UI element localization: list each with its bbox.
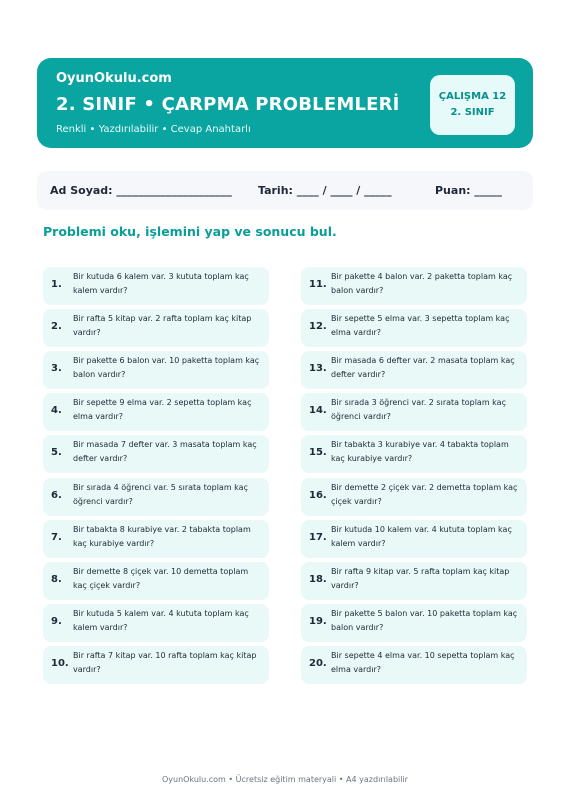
question-card	[43, 562, 269, 600]
question-number: 11.	[309, 279, 327, 290]
question-number: 10.	[51, 657, 69, 669]
question-text: Bir masada 7 defter var. 3 masata toplam kaç defter vardır?	[73, 440, 257, 464]
question-card	[301, 646, 527, 684]
question-text: Bir tabakta 8 kurabiye var. 2 tabakta toplam kaç kurabiye vardır?	[73, 524, 251, 548]
question-text: Bir rafta 5 kitap var. 2 rafta toplam kaç kitap vardır?	[73, 314, 252, 338]
question-card	[43, 520, 269, 558]
question-text: Bir rafta 9 kitap var. 5 rafta toplam kaç kitap vardır?	[331, 566, 510, 590]
question-card	[301, 393, 527, 431]
question-text: Bir tabakta 3 kurabiye var. 4 tabakta toplam kaç kurabiye vardır?	[331, 440, 509, 464]
question-text: Bir demette 2 çiçek var. 2 demetta toplam kaç çiçek vardır?	[331, 482, 518, 506]
question-card	[301, 520, 527, 558]
question-text: Bir sepette 9 elma var. 2 sepetta toplam kaç elma vardır?	[73, 398, 252, 422]
question-number: 15.	[309, 447, 327, 459]
question-number: 16.	[309, 489, 327, 501]
brand-name: OyunOkulu.com	[56, 71, 172, 86]
question-text: Bir kutuda 6 kalem var. 3 kututa toplam kaç kalem vardır?	[73, 272, 249, 295]
question-card	[43, 435, 269, 473]
question-text: Bir masada 6 defter var. 2 masata toplam kaç defter vardır?	[331, 356, 515, 380]
badge-grade: 2. SINIF	[450, 107, 495, 118]
question-text: Bir kutuda 5 kalem var. 4 kututa toplam kaç kalem vardır?	[73, 608, 249, 632]
page-footer: OyunOkulu.com • Ücretsiz eğitim materyali • A4 yazdırılabilir	[162, 775, 408, 784]
page-title: 2. SINIF • ÇARPMA PROBLEMLERİ	[56, 94, 400, 115]
question-card	[301, 351, 527, 389]
question-card	[43, 309, 269, 347]
question-text: Bir pakette 6 balon var. 10 paketta toplam kaç balon vardır?	[73, 356, 260, 380]
question-number: 14.	[309, 405, 327, 417]
question-card	[43, 267, 269, 305]
question-text: Bir kutuda 10 kalem var. 4 kututa toplam kaç kalem vardır?	[331, 524, 512, 548]
worksheet-badge	[430, 75, 515, 135]
question-text: Bir sepette 5 elma var. 3 sepetta toplam kaç elma vardır?	[331, 314, 510, 338]
instruction-text: Problemi oku, işlemini yap ve sonucu bul.	[43, 224, 337, 239]
badge-worksheet-number: ÇALIŞMA 12	[438, 91, 507, 102]
score-field: Puan: _____	[435, 184, 502, 197]
question-number: 3.	[51, 363, 62, 375]
question-card	[43, 604, 269, 642]
question-number: 13.	[309, 363, 327, 375]
question-number: 18.	[309, 573, 327, 585]
question-text: Bir sırada 4 öğrenci var. 5 sırata toplam kaç öğrenci vardır?	[73, 482, 248, 506]
question-number: 17.	[309, 531, 327, 543]
question-card	[301, 435, 527, 473]
date-field: Tarih: ____ / ____ / _____	[258, 184, 392, 197]
question-number: 4.	[51, 405, 62, 417]
question-card	[43, 351, 269, 389]
question-card	[301, 604, 527, 642]
question-number: 12.	[309, 321, 327, 333]
question-card	[301, 267, 527, 305]
question-text: Bir rafta 7 kitap var. 10 rafta toplam kaç kitap vardır?	[73, 650, 257, 674]
question-number: 9.	[51, 615, 62, 627]
question-number: 6.	[51, 489, 62, 501]
question-card	[301, 309, 527, 347]
question-text: Bir sırada 3 öğrenci var. 2 sırata toplam kaç öğrenci vardır?	[331, 398, 506, 422]
question-card	[43, 646, 269, 684]
student-info-bar	[37, 171, 533, 210]
question-text: Bir pakette 5 balon var. 10 paketta toplam kaç balon vardır?	[331, 608, 518, 632]
question-number: 5.	[51, 447, 62, 459]
question-card	[301, 562, 527, 600]
question-number: 1.	[51, 279, 62, 290]
question-number: 20.	[309, 657, 327, 669]
header-banner	[37, 58, 533, 148]
question-text: Bir pakette 4 balon var. 2 paketta toplam kaç balon vardır?	[331, 272, 513, 295]
page-subtitle: Renkli • Yazdırılabilir • Cevap Anahtarlı	[56, 124, 251, 135]
question-number: 2.	[51, 321, 62, 333]
question-text: Bir demette 8 çiçek var. 10 demetta toplam kaç çiçek vardır?	[73, 566, 249, 590]
question-text: Bir sepette 4 elma var. 10 sepetta toplam kaç elma vardır?	[331, 650, 515, 674]
question-number: 8.	[51, 573, 62, 585]
question-number: 19.	[309, 615, 327, 627]
question-card	[43, 478, 269, 516]
name-field: Ad Soyad: _____________________	[50, 184, 232, 197]
question-card	[301, 478, 527, 516]
question-card	[43, 393, 269, 431]
question-number: 7.	[51, 531, 62, 543]
